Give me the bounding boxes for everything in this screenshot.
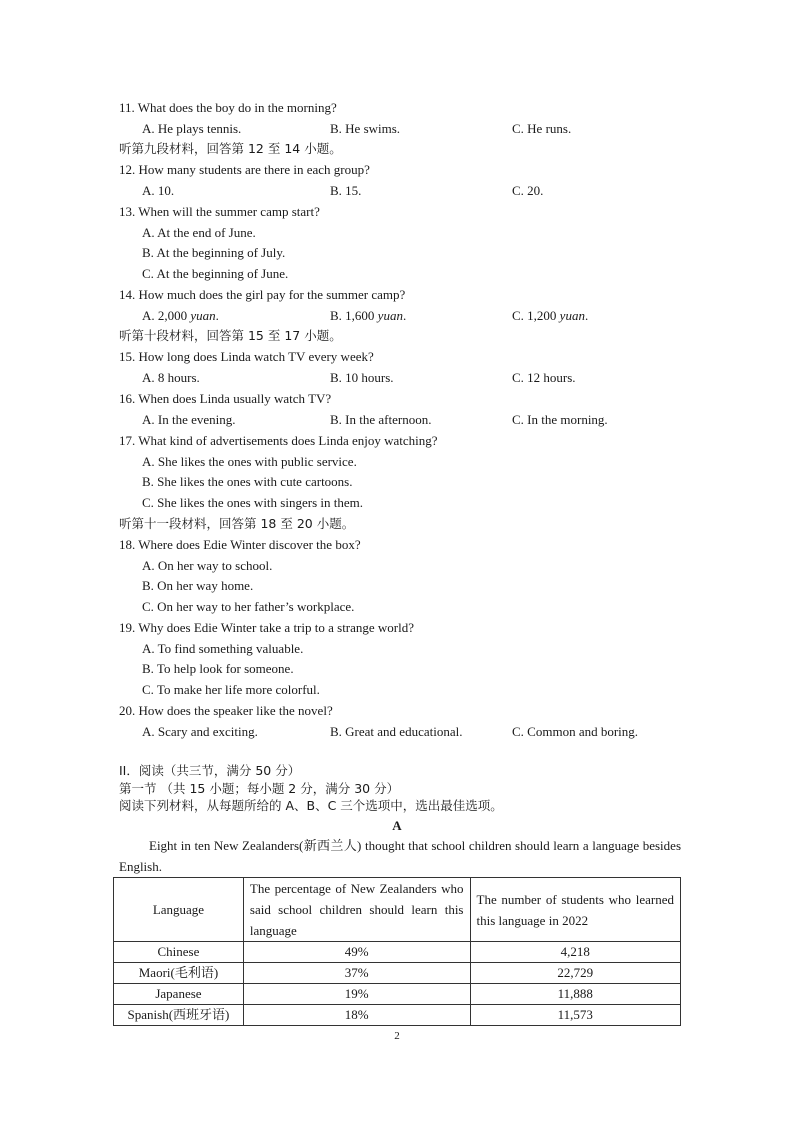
option-c: C. On her way to her father’s workplace. bbox=[142, 599, 355, 614]
table-row bbox=[114, 984, 681, 1005]
part-title: 第一节 （共 15 小题；每小题 2 分，满分 30 分） bbox=[119, 781, 400, 796]
table-cell: 37% bbox=[243, 963, 470, 984]
option-c: C. 20. bbox=[512, 183, 544, 198]
option-a: A. He plays tennis. bbox=[142, 121, 242, 136]
listening-instruction: 听第十段材料，回答第 15 至 17 小题。 bbox=[119, 328, 342, 343]
question-stem: 15. How long does Linda watch TV every week? bbox=[119, 349, 374, 364]
page-number: 2 bbox=[394, 1030, 400, 1042]
section-title: II．阅读（共三节，满分 50 分） bbox=[119, 763, 301, 778]
column-header: The percentage of New Zealanders who said school children should learn this language bbox=[243, 878, 470, 942]
question-stem: 20. How does the speaker like the novel? bbox=[119, 703, 333, 718]
option-a: A. 10. bbox=[142, 183, 175, 198]
option-a: A. At the end of June. bbox=[142, 225, 256, 240]
option-c: C. 1,200 yuan. bbox=[512, 308, 589, 323]
option-c: C. At the beginning of June. bbox=[142, 266, 289, 281]
listening-instruction: 听第十一段材料，回答第 18 至 20 小题。 bbox=[119, 516, 355, 531]
column-header: The number of students who learned this language in 2022 bbox=[470, 878, 681, 942]
question-stem: 16. When does Linda usually watch TV? bbox=[119, 391, 332, 406]
table-cell: Spanish(西班牙语) bbox=[114, 1005, 244, 1026]
table-cell: 18% bbox=[243, 1005, 470, 1026]
option-a: A. On her way to school. bbox=[142, 558, 273, 573]
table-header-row bbox=[114, 878, 681, 942]
option-b: B. 10 hours. bbox=[330, 370, 394, 385]
table-cell: 11,888 bbox=[470, 984, 681, 1005]
question-stem: 12. How many students are there in each group? bbox=[119, 162, 370, 177]
table-row bbox=[114, 942, 681, 963]
option-c: C. 12 hours. bbox=[512, 370, 576, 385]
question-stem: 19. Why does Edie Winter take a trip to a strange world? bbox=[119, 620, 415, 635]
column-header: Language bbox=[114, 878, 244, 942]
question-stem: 17. What kind of advertisements does Linda enjoy watching? bbox=[119, 433, 438, 448]
option-a: A. To find something valuable. bbox=[142, 641, 304, 656]
table-cell: 49% bbox=[243, 942, 470, 963]
option-c: C. Common and boring. bbox=[512, 724, 639, 739]
option-c: C. To make her life more colorful. bbox=[142, 682, 320, 697]
option-b: B. On her way home. bbox=[142, 578, 254, 593]
table-cell: Japanese bbox=[114, 984, 244, 1005]
language-table bbox=[113, 877, 681, 1026]
listening-instruction: 听第九段材料，回答第 12 至 14 小题。 bbox=[119, 141, 342, 156]
option-b: B. Great and educational. bbox=[330, 724, 463, 739]
option-c: C. He runs. bbox=[512, 121, 572, 136]
option-a: A. She likes the ones with public service. bbox=[142, 454, 357, 469]
option-c: C. In the morning. bbox=[512, 412, 608, 427]
table-cell: 22,729 bbox=[470, 963, 681, 984]
question-stem: 11. What does the boy do in the morning? bbox=[119, 100, 337, 115]
table-cell: 19% bbox=[243, 984, 470, 1005]
option-b: B. He swims. bbox=[330, 121, 401, 136]
table-cell: Chinese bbox=[114, 942, 244, 963]
question-stem: 13. When will the summer camp start? bbox=[119, 204, 320, 219]
table-cell: 11,573 bbox=[470, 1005, 681, 1026]
table-row bbox=[114, 963, 681, 984]
option-b: B. 15. bbox=[330, 183, 362, 198]
passage-label: A bbox=[392, 818, 402, 833]
passage-intro: Eight in ten New Zealanders(新西兰人) thought that school children should learn a language besides English. bbox=[119, 838, 681, 874]
table-row bbox=[114, 1005, 681, 1026]
option-a: A. Scary and exciting. bbox=[142, 724, 258, 739]
option-b: B. 1,600 yuan. bbox=[330, 308, 407, 323]
reading-instruction: 阅读下列材料，从每题所给的 A、B、C 三个选项中，选出最佳选项。 bbox=[119, 798, 503, 813]
option-b: B. To help look for someone. bbox=[142, 661, 294, 676]
table-cell: 4,218 bbox=[470, 942, 681, 963]
question-stem: 18. Where does Edie Winter discover the box? bbox=[119, 537, 361, 552]
option-b: B. At the beginning of July. bbox=[142, 245, 286, 260]
option-a: A. 2,000 yuan. bbox=[142, 308, 219, 323]
option-a: A. In the evening. bbox=[142, 412, 236, 427]
table-cell: Maori(毛利语) bbox=[114, 963, 244, 984]
question-stem: 14. How much does the girl pay for the summer camp? bbox=[119, 287, 406, 302]
option-a: A. 8 hours. bbox=[142, 370, 200, 385]
option-c: C. She likes the ones with singers in them. bbox=[142, 495, 363, 510]
option-b: B. She likes the ones with cute cartoons. bbox=[142, 474, 353, 489]
option-b: B. In the afternoon. bbox=[330, 412, 432, 427]
